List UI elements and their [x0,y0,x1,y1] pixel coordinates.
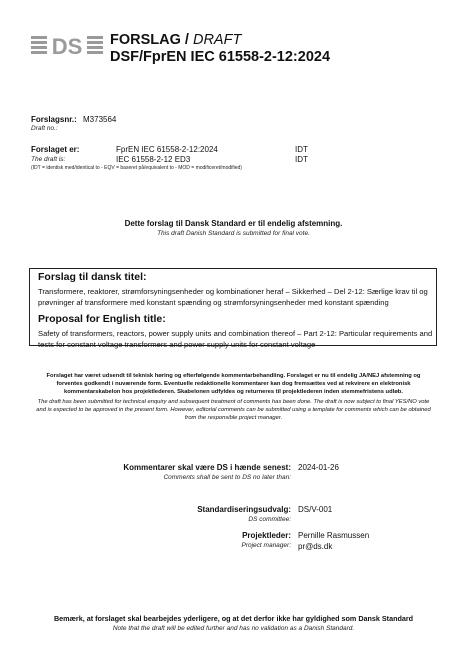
deadline-label: Kommentarer skal være DS i hænde senest: [123,463,291,472]
committee-label: Standardiseringsudvalg: [197,505,291,514]
document-id: DSF/FprEN IEC 61558-2-12:2024 [110,49,331,65]
deadline-label-en: Comments shall be sent to DS no later than: [163,474,291,481]
standard-ref-2: IEC 61558-2-12 ED3 [116,155,191,164]
final-vote-en: This draft Danish Standard is submitted for final vote. [157,230,310,237]
danish-title-heading: Forslag til dansk titel: [38,271,147,283]
draft-is-label: Forslaget er: [31,145,80,154]
proposal-number-label-en: Draft no.: [31,125,58,132]
danish-title-text: Transformere, reaktorer, strømforsyningsenheder og kombinationer heraf – Sikkerhed – Del 2-12: Særlige krav til og prøvninger af transformere med konstant spænding og strømforsyningsenheder med konstant spænding [38,287,428,307]
project-manager-label: Projektleder: [242,531,291,540]
committee-value: DS/V-001 [298,505,333,514]
notice-en: The draft has been submitted for technical enquiry and subsequent treatment of comments has been done. The draft is now subject to final YES/NO vote and is expected to be approved in the present form. However, editorial comments can be submitted using a template for comments which can be obtained from the responsible project manager. [36,399,431,421]
draft-status: FORSLAG / DRAFT [110,32,242,48]
deadline-value: 2024-01-26 [298,463,339,472]
footer-da: Bemærk, at forslaget skal bearbejdes yderligere, og at det derfor ikke har gyldighed som Dansk Standard [53,614,414,623]
relation-2: IDT [295,155,308,164]
draft-is-label-en: The draft is: [31,156,66,163]
committee-label-en: DS committee: [248,516,291,523]
final-vote-da: Dette forslag til Dansk Standard er til endelig afstemning. [124,219,343,228]
ds-logo [31,32,103,58]
notice-da: Forslaget har været udsendt til teknisk høring og efterfølgende kommentarbehandling. Forslaget er nu til endelig JA/NEJ afstemning og forventes godkendt i nuværende form. Eventuelle redaktionelle kommentarer kan dog fremsættes ved at rekvirere en elektronisk kommentarskabelon hos projektlederen. Skabelonen udfyldes og returneres til projektlederen inden stemmefristens udløb. [46,373,421,395]
project-manager-name: Pernille Rasmussen [298,531,370,540]
standard-ref-1: FprEN IEC 61558-2-12:2024 [116,145,218,154]
proposal-number-value: M373564 [83,115,117,124]
relation-legend: (IDT = identisk med/identical to - EQV = baseret på/equivalent to - MOD = modificeret/modified) [31,165,242,171]
proposal-number-label: Forslagsnr.: [31,115,77,124]
english-title-heading: Proposal for English title: [38,313,166,325]
english-title-text: Safety of transformers, reactors, power supply units and combination thereof – Part 2-12: Particular requirements and tests for constant voltage transformers and power supply units for constant voltage [38,329,433,349]
relation-1: IDT [295,145,308,154]
project-manager-label-en: Project manager: [241,542,291,549]
footer-en: Note that the draft will be edited further and has no validation as a Danish Standard. [112,625,355,632]
project-manager-email[interactable]: pr@ds.dk [298,542,333,551]
logo-text: DS [51,34,83,58]
